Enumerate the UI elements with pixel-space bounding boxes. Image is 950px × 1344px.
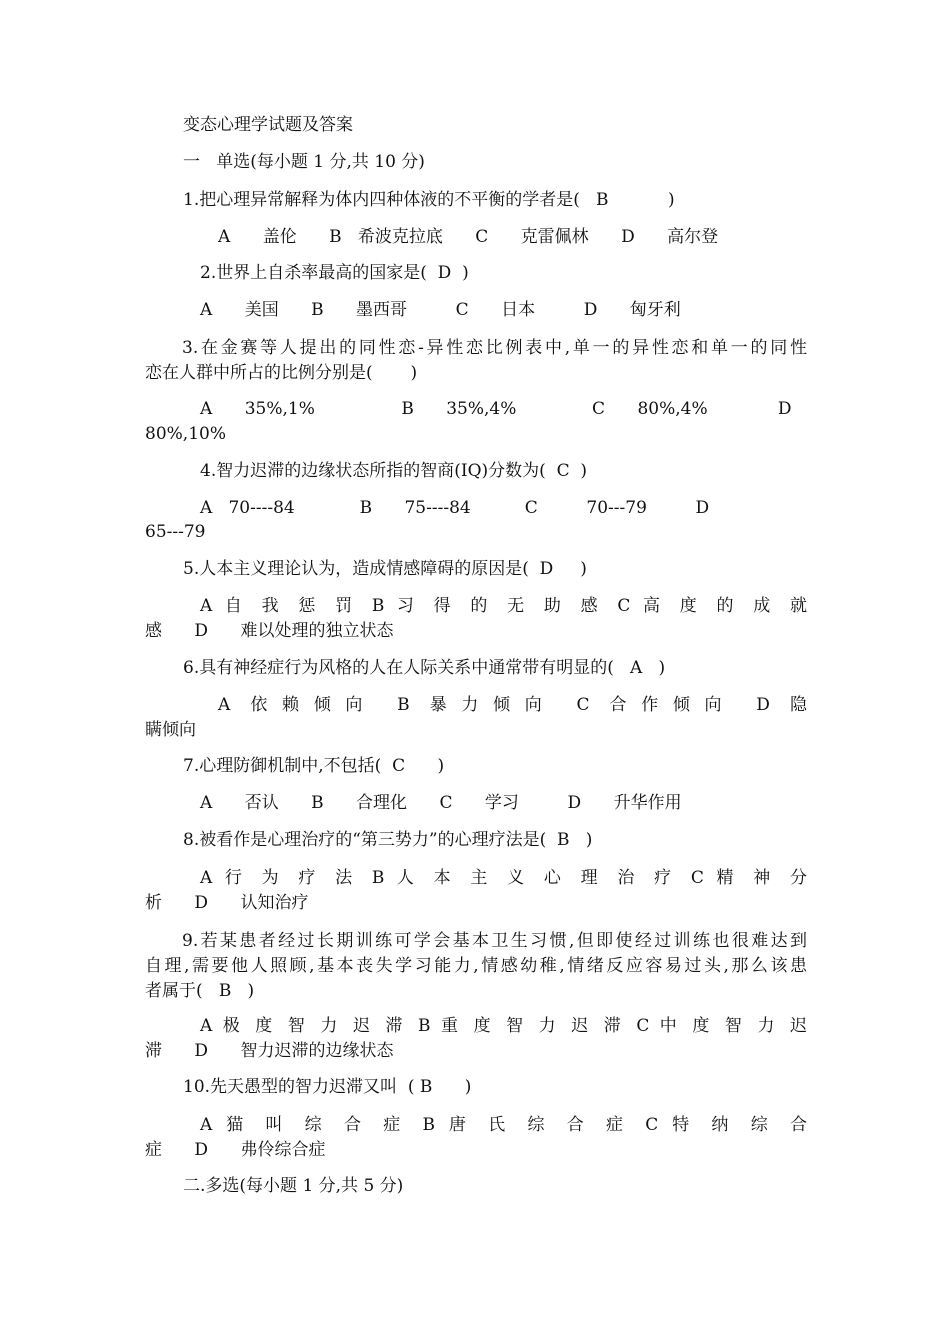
question-1-stem: 1.把心理异常解释为体内四种体液的不平衡的学者是( B ) [183,190,675,210]
question-4-options-line2: 65---79 [145,522,206,542]
question-3-stem-line1: 3.在金赛等人提出的同性恋-异性恋比例表中,单一的异性恋和单一的同性 [182,338,807,358]
question-3-options-line2: 80%,10% [145,424,226,444]
question-10-stem: 10.先天愚型的智力迟滞又叫 ( B ) [183,1077,472,1097]
question-4-options-line1: A 70----84 B 75----84 C 70---79 D [200,498,710,518]
question-3-options-line1: A 35%,1% B 35%,4% C 80%,4% D [200,399,792,419]
question-9-options-line1: A 极 度 智 力 迟 滞 B 重 度 智 力 迟 滞 C 中 度 智 力 迟 [200,1016,807,1036]
question-9-stem-line1: 9.若某患者经过长期训练可学会基本卫生习惯,但即使经过训练也很难达到 [182,931,807,951]
question-2-stem: 2.世界上自杀率最高的国家是( D ) [200,263,469,283]
question-6-stem: 6.具有神经症行为风格的人在人际关系中通常带有明显的( A ) [183,658,666,678]
question-8-options-line1: A 行 为 疗 法 B 人 本 主 义 心 理 治 疗 C 精 神 分 [200,868,807,888]
question-8-options-line2: 析 D 认知治疗 [145,893,309,913]
question-5-stem: 5.人本主义理论认为，造成情感障碍的原因是( D ) [183,559,587,579]
question-6-options-line2: 瞒倾向 [145,720,196,740]
question-10-options-line2: 症 D 弗伶综合症 [145,1140,326,1160]
document-title: 变态心理学试题及答案 [183,115,353,135]
question-7-options: A 否认 B 合理化 C 学习 D 升华作用 [200,793,682,813]
question-6-options-line1: A 依赖倾向 B 暴力倾向 C 合作倾向 D 隐 [218,695,807,715]
question-2-options: A 美国 B 墨西哥 C 日本 D 匈牙利 [200,300,681,320]
question-3-stem-line2: 恋在人群中所占的比例分别是( ) [145,363,418,383]
question-5-options-line2: 感 D 难以处理的独立状态 [145,621,394,641]
question-9-stem-line3: 者属于( B ) [145,981,255,1001]
question-5-options-line1: A 自 我 惩 罚 B 习 得 的 无 助 感 C 高 度 的 成 就 [200,596,807,616]
question-9-options-line2: 滞 D 智力迟滞的边缘状态 [145,1041,394,1061]
question-1-options: A 盖伦 B 希波克拉底 C 克雷佩林 D 高尔登 [218,227,719,247]
question-4-stem: 4.智力迟滞的边缘状态所指的智商(IQ)分数为( C ) [200,461,588,481]
section-single-choice-heading: 一 单选(每小题 1 分,共 10 分) [183,152,425,172]
question-9-stem-line2: 自理,需要他人照顾,基本丧失学习能力,情感幼稚,情绪反应容易过头,那么该患 [145,956,807,976]
question-7-stem: 7.心理防御机制中,不包括( C ) [183,756,445,776]
question-8-stem: 8.被看作是心理治疗的“第三势力”的心理疗法是( B ) [183,830,593,850]
section-multiple-choice-heading: 二.多选(每小题 1 分,共 5 分) [183,1176,404,1196]
question-10-options-line1: A 猫 叫 综 合 症 B 唐 氏 综 合 症 C 特 纳 综 合 [200,1115,807,1135]
